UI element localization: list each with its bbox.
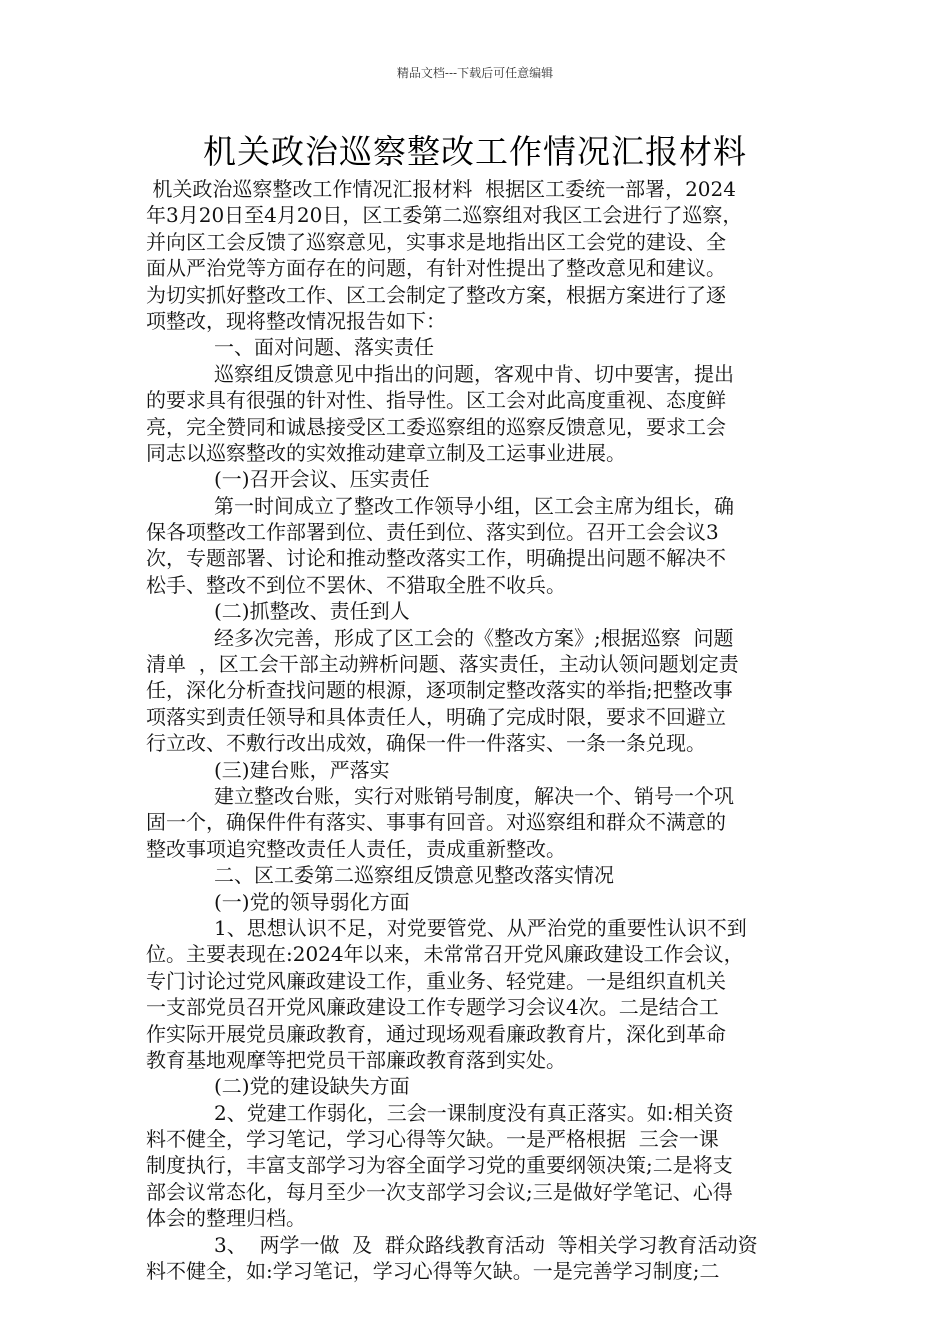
- page-header: 精品文档---下载后可任意编辑: [396, 66, 554, 80]
- text-line: 项整改，现将整改情况报告如下：: [146, 308, 446, 333]
- text-line: 同志以巡察整改的实效推动建章立制及工运事业进展。: [146, 440, 626, 465]
- text-line: 2、党建工作弱化，三会一课制度没有真正落实。如:相关资: [214, 1100, 734, 1125]
- document-title: 机关政治巡察整改工作情况汇报材料: [203, 132, 747, 171]
- text-line: 巡察组反馈意见中指出的问题，客观中肯、切中要害，提出: [214, 361, 734, 386]
- text-line: 固一个，确保件件有落实、事事有回音。对巡察组和群众不满意的: [146, 810, 726, 835]
- text-line: 制度执行，丰富支部学习为容全面学习党的重要纲领决策;二是将支: [146, 1153, 733, 1178]
- text-line: 并向区工会反馈了巡察意见，实事求是地指出区工会党的建设、全: [146, 229, 726, 254]
- text-line: 的要求具有很强的针对性、指导性。区工会对此高度重视、态度鲜: [146, 388, 726, 413]
- text-line: 为切实抓好整改工作、区工会制定了整改方案，根据方案进行了逐: [146, 282, 726, 307]
- text-line: 次，专题部署、讨论和推动整改落实工作，明确提出问题不解决不: [146, 546, 726, 571]
- text-line: (一)召开会议、压实责任: [214, 467, 430, 492]
- text-line: 整改事项追究整改责任人责任，责成重新整改。: [146, 836, 566, 861]
- text-line: 专门讨论过党风廉政建设工作，重业务、轻党建。一是组织直机关: [146, 968, 726, 993]
- text-line: 1、思想认识不足，对党要管党、从严治党的重要性认识不到: [214, 915, 747, 940]
- text-line: 3、 两学一做 及 群众路线教育活动 等相关学习教育活动资: [214, 1232, 758, 1257]
- text-line: 保各项整改工作部署到位、责任到位、落实到位。召开工会会议3: [146, 520, 719, 545]
- text-line: 一支部党员召开党风廉政建设工作专题学习会议4次。二是结合工: [146, 995, 719, 1020]
- text-line: 位。主要表现在:2024年以来，未常常召开党风廉政建设工作会议，: [146, 942, 744, 967]
- text-line: 建立整改台账，实行对账销号制度，解决一个、销号一个巩: [214, 783, 734, 808]
- text-line: 一、面对问题、落实责任: [214, 335, 434, 360]
- text-line: 教育基地观摩等把党员干部廉政教育落到实处。: [146, 1047, 566, 1072]
- document-body: [146, 176, 810, 1284]
- text-line: 年3月20日至4月20日，区工委第二巡察组对我区工会进行了巡察，: [146, 203, 743, 228]
- text-line: 行立改、不敷行改出成效，确保一件一件落实、一条一条兑现。: [146, 731, 706, 756]
- text-line: 料不健全，如:学习笔记，学习心得等欠缺。一是完善学习制度;二: [146, 1259, 720, 1284]
- text-line: (三)建台账，严落实: [214, 757, 390, 782]
- text-line: 清单 ，区工会干部主动辨析问题、落实责任，主动认领问题划定责: [146, 652, 739, 677]
- text-line: 项落实到责任领导和具体责任人，明确了完成时限，要求不回避立: [146, 704, 726, 729]
- text-line: 体会的整理归档。: [146, 1206, 306, 1231]
- text-line: 部会议常态化，每月至少一次支部学习会议;三是做好学笔记、心得: [146, 1179, 733, 1204]
- text-line: (二)抓整改、责任到人: [214, 599, 410, 624]
- text-line: (一)党的领导弱化方面: [214, 889, 410, 914]
- text-line: 经多次完善，形成了区工会的《整改方案》;根据巡察 问题: [214, 625, 734, 650]
- text-line: (二)党的建设缺失方面: [214, 1074, 410, 1099]
- text-line: 第一时间成立了整改工作领导小组，区工会主席为组长，确: [214, 493, 734, 518]
- text-line: 二、区工委第二巡察组反馈意见整改落实情况: [214, 863, 614, 888]
- text-line: 亮，完全赞同和诚恳接受区工委巡察组的巡察反馈意见，要求工会: [146, 414, 726, 439]
- text-line: 作实际开展党员廉政教育，通过现场观看廉政教育片，深化到革命: [146, 1021, 726, 1046]
- text-line: 面从严治党等方面存在的问题，有针对性提出了整改意见和建议。: [146, 256, 726, 281]
- text-line: 松手、整改不到位不罢休、不猎取全胜不收兵。: [146, 572, 566, 597]
- text-line: 任，深化分析查找问题的根源，逐项制定整改落实的举指;把整改事: [146, 678, 733, 703]
- text-line: 料不健全，学习笔记，学习心得等欠缺。一是严格根据 三会一课: [146, 1127, 719, 1152]
- text-line: 机关政治巡察整改工作情况汇报材料 根据区工委统一部署，2024: [146, 177, 736, 201]
